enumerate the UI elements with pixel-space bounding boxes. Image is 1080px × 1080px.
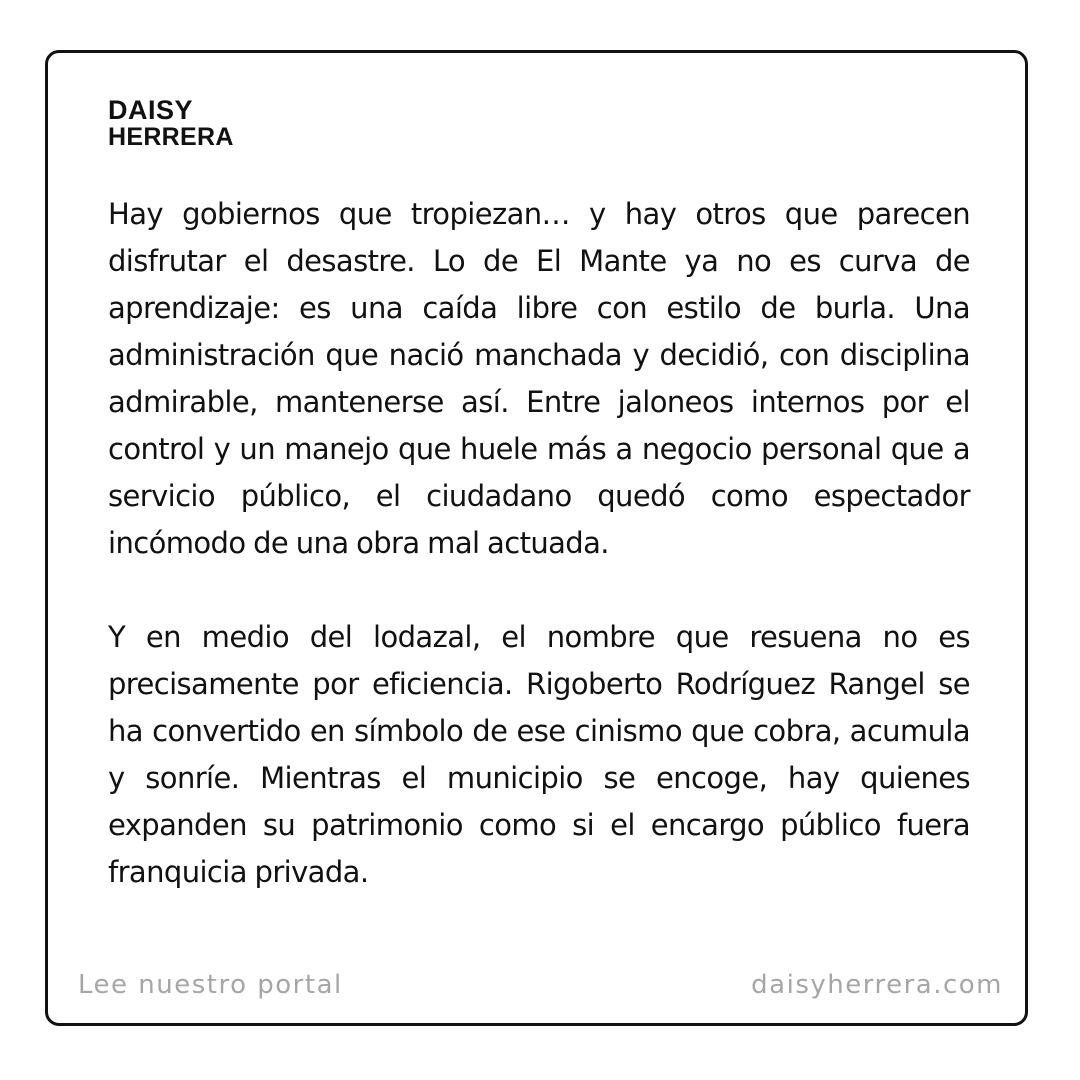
- author-logo: [108, 96, 234, 151]
- author-last-name: HERRERA: [108, 123, 234, 152]
- footer-website-link[interactable]: daisyherrera.com: [751, 970, 1003, 1000]
- footer-read-portal-label: Lee nuestro portal: [78, 970, 343, 1000]
- article-paragraph-1: Hay gobiernos que tropiezan… y hay otros que parecen disfrutar el desastre. Lo de El Mante ya no es curva de aprendizaje: es una caída libre con estilo de burla. Una administración que nació manchada y decidió, con disciplina admirable, mantenerse así. Entre jaloneos internos por el control y un manejo que huele más a negocio personal que a servicio público, el ciudadano quedó como espectador incómodo de una obra mal actuada.: [108, 197, 970, 560]
- article-body: [108, 191, 970, 896]
- author-first-name: DAISY: [108, 95, 194, 125]
- article-paragraph-2: Y en medio del lodazal, el nombre que resuena no es precisamente por eficiencia. Rigoberto Rodríguez Rangel se ha convertido en símbolo de ese cinismo que cobra, acumula y sonríe. Mientras el municipio se encoge, hay quienes expanden su patrimonio como si el encargo público fuera franquicia privada.: [108, 620, 970, 889]
